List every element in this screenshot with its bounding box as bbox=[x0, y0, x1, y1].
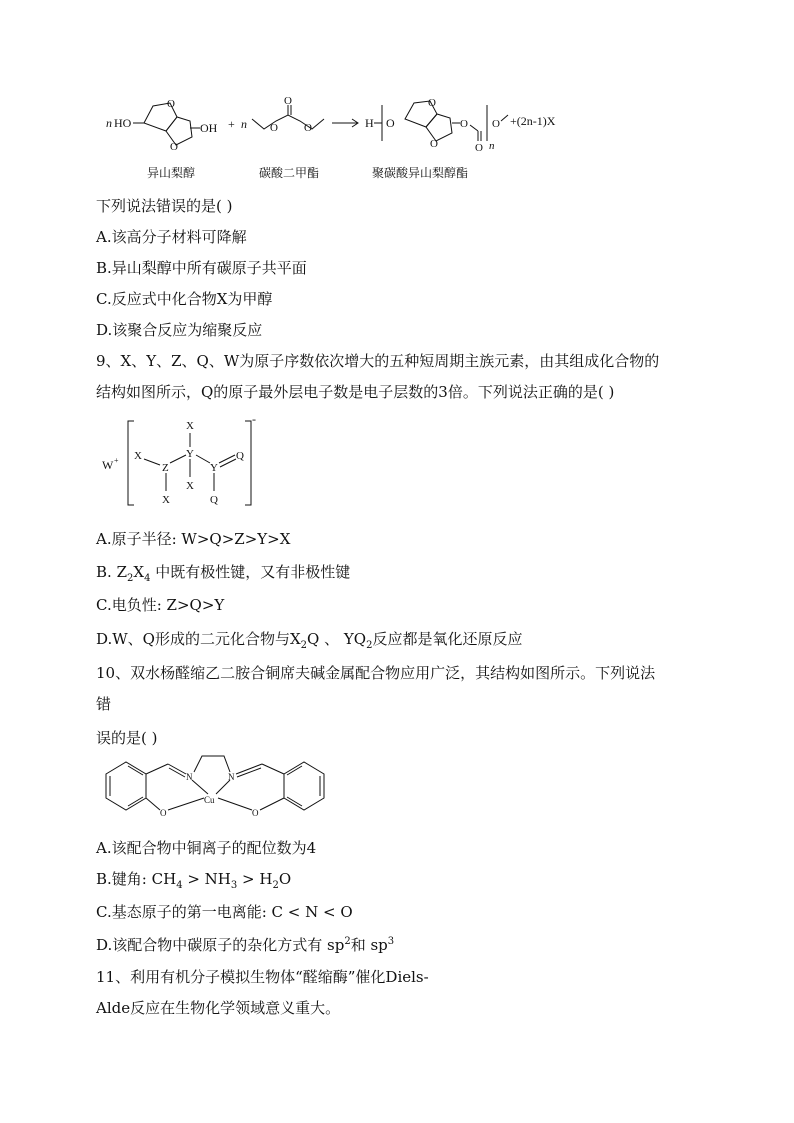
svg-text:H: H bbox=[365, 116, 374, 130]
label-dimethyl-carbonate: 碳酸二甲酯 bbox=[259, 166, 320, 180]
svg-text:N: N bbox=[186, 772, 193, 782]
q9-ion-structure bbox=[100, 413, 280, 513]
svg-text:O: O bbox=[160, 808, 167, 818]
q10-option-b: B.键角: $CH_4 > NH_3 > H_2O$ bbox=[96, 870, 292, 891]
byproduct-term: +(2n-1)X bbox=[510, 114, 556, 128]
svg-text:n: n bbox=[489, 140, 495, 152]
label-isosorbide: 异山梨醇 bbox=[147, 166, 196, 180]
q9-stem-line2: 结构如图所示，Q的原子最外层电子数是电子层数的3倍。下列说法正确的是( ) bbox=[96, 383, 615, 401]
q9-option-a: A.原子半径: W>Q>Z>Y>X bbox=[96, 530, 291, 548]
q9-stem-line1: 9、X、Y、Z、Q、W为原子序数依次增大的五种短周期主族元素，由其组成化合物的 bbox=[96, 352, 660, 370]
q8-prompt: 下列说法错误的是( ) bbox=[96, 197, 233, 215]
q10-option-a: A.该配合物中铜离子的配位数为4 bbox=[96, 839, 317, 857]
svg-text:X: X bbox=[134, 450, 142, 462]
svg-text:N: N bbox=[228, 772, 235, 782]
svg-text:O: O bbox=[386, 116, 395, 130]
q8-option-b: B.异山梨醇中所有碳原子共平面 bbox=[96, 259, 307, 277]
svg-text:Q: Q bbox=[236, 450, 244, 462]
q8-option-d: D.该聚合反应为缩聚反应 bbox=[96, 321, 263, 339]
q9-option-d: D.W、Q形成的二元化合物与$X_2Q$ 、 $YQ_2$反应都是氧化还原反应 bbox=[96, 630, 523, 651]
svg-text:-: - bbox=[252, 412, 256, 426]
svg-text:O: O bbox=[270, 122, 278, 134]
svg-text:Q: Q bbox=[210, 494, 218, 506]
q9-option-c: C.电负性: Z>Q>Y bbox=[96, 596, 225, 614]
plus-sign: + bbox=[228, 117, 235, 131]
q11-stem-line1: 11、利用有机分子模拟生物体“醛缩酶”催化Diels- bbox=[96, 968, 429, 986]
q10-option-c: C.基态原子的第一电离能: C < N < O bbox=[96, 903, 353, 921]
svg-text:Y: Y bbox=[186, 448, 194, 460]
svg-text:HO: HO bbox=[114, 116, 132, 130]
svg-text:O: O bbox=[252, 808, 259, 818]
q10-option-d: D.该配合物中碳原子的杂化方式有 $sp^2$和 $sp^3$ bbox=[96, 936, 395, 954]
svg-text:Cu: Cu bbox=[204, 795, 215, 805]
q8-option-a: A.该高分子材料可降解 bbox=[96, 228, 247, 246]
svg-text:O: O bbox=[304, 122, 312, 134]
svg-text:X: X bbox=[162, 494, 170, 506]
svg-text:W: W bbox=[102, 458, 114, 472]
svg-text:X: X bbox=[186, 480, 194, 492]
q11-stem-line2: Alde反应在生物化学领域意义重大。 bbox=[96, 999, 341, 1017]
svg-text:Z: Z bbox=[162, 462, 169, 474]
reactant1-coefficient: n bbox=[106, 116, 112, 130]
q10-copper-schiff-base-structure bbox=[100, 752, 340, 832]
svg-text:O: O bbox=[284, 95, 292, 107]
reactant2-coefficient: n bbox=[241, 117, 247, 131]
svg-text:O: O bbox=[475, 142, 483, 154]
svg-text:O: O bbox=[167, 98, 175, 110]
svg-text:OH: OH bbox=[200, 121, 218, 135]
label-polycarbonate: 聚碳酸异山梨醇酯 bbox=[372, 166, 469, 180]
q10-stem-line1: 10、双水杨醛缩乙二胺合铜席夫碱金属配合物应用广泛，其结构如图所示。下列说法 bbox=[96, 664, 656, 682]
q10-stem-line3: 误的是( ) bbox=[96, 729, 158, 747]
q8-option-c: C.反应式中化合物X为甲醇 bbox=[96, 290, 273, 308]
svg-text:O: O bbox=[430, 138, 438, 150]
svg-text:+: + bbox=[114, 456, 119, 465]
svg-text:O: O bbox=[492, 118, 500, 130]
svg-text:Y: Y bbox=[210, 462, 218, 474]
svg-text:O: O bbox=[460, 118, 468, 130]
svg-text:O: O bbox=[170, 141, 178, 153]
svg-text:X: X bbox=[186, 420, 194, 432]
q9-option-b: B. $Z_2X_4$ 中既有极性键，又有非极性键 bbox=[96, 563, 351, 584]
polymerization-reaction-scheme bbox=[100, 95, 700, 165]
svg-text:O: O bbox=[428, 97, 436, 109]
q10-stem-line2: 错 bbox=[96, 695, 112, 713]
